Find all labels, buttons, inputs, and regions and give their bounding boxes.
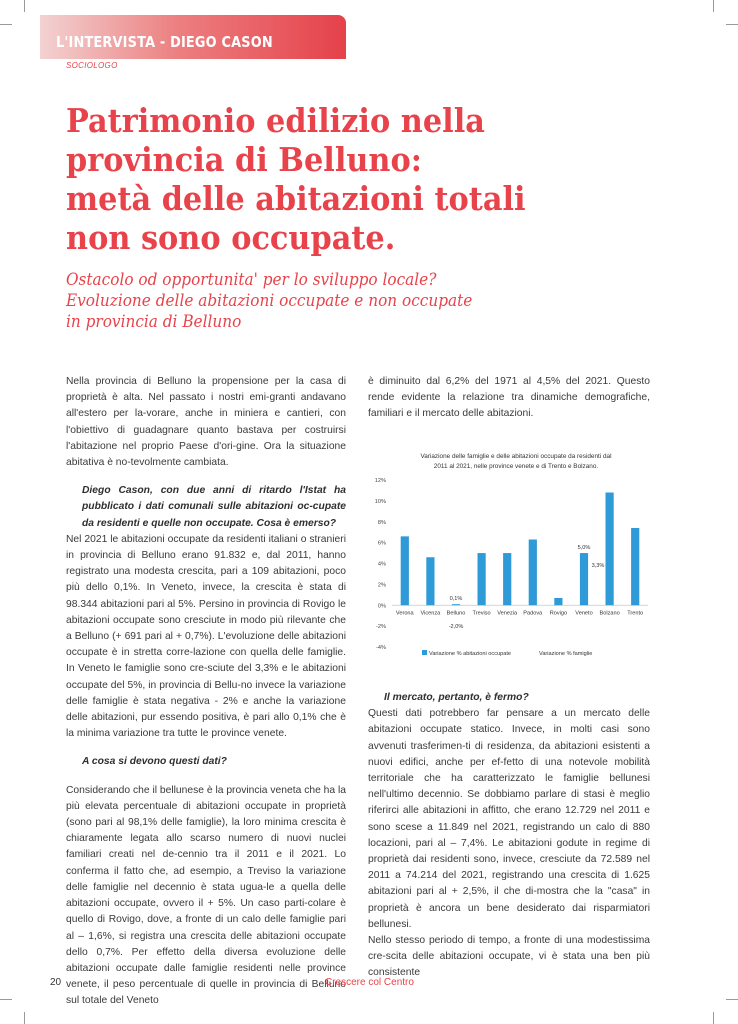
y-tick-label: 6% (377, 540, 386, 547)
interview-question: Il mercato, pertanto, è fermo? (384, 692, 529, 703)
y-tick-label: -2% (376, 624, 386, 631)
x-tick-label: Trento (627, 610, 644, 617)
bar-rovigo (554, 598, 562, 605)
y-tick-label: 2% (377, 582, 386, 589)
x-tick-label: Verona (395, 610, 414, 617)
section-subtitle: SOCIOLOGO (66, 61, 118, 70)
legend-swatch (422, 650, 427, 655)
bar-verona (401, 536, 409, 605)
y-tick-label: -4% (376, 645, 386, 651)
bar-vicenza (426, 557, 434, 605)
x-tick-label: Treviso (472, 610, 491, 617)
headline-line: Patrimonio edilizio nella (66, 101, 485, 140)
bar-bolzano (606, 493, 614, 606)
article-subheadline (66, 270, 624, 333)
y-tick-label: 12% (374, 478, 386, 484)
x-tick-label: Venezia (497, 610, 518, 617)
interview-answer: Nel 2021 le abitazioni occupate da residenti italiani o stranieri in provincia di Belluno erano 91.832 e, dal 2011, hanno registrato una modesta crescita, pari a 109 abitazioni, poco più dello 0,1%. In Veneto, invece, la crescita è stata di 98.344 abitazioni pari al 5%. Persino in provincia di Rovigo le abitazioni occupate sono cresciute in modo più rilevante che a Belluno (+ 691 pari al + 0,7%). L'evoluzione delle abitazioni occupate è in stretta corre-lazione con quella delle famiglie. In Veneto le famiglie sono cre-sciute del 3,3% e le abitazioni occupate del 5%, in provincia di Bellu-no invece la variazione delle famiglie è stata negativa - 2% e anche la variazione delle abitazioni, pur essendo positiva, è pari allo 0,1% che è la minima variazione tra tutte le province venete. (66, 533, 346, 740)
interview-answer: Nello stesso periodo di tempo, a fronte di una modestissima cre-scita delle abitazioni occupate, vi è stata una ben più consistente (368, 935, 650, 979)
bar-treviso (478, 553, 486, 605)
headline-line: non sono occupate. (66, 218, 396, 257)
publication-name: Crescere col Centro (325, 977, 414, 988)
legend-label: Variazione % famiglie (539, 651, 593, 657)
interview-question: A cosa si devono questi dati? (82, 756, 227, 768)
x-tick-label: Bolzano (599, 610, 620, 617)
legend-swatch (532, 650, 537, 655)
right-column-top (368, 374, 650, 423)
bar-veneto (580, 553, 588, 605)
headline-line: provincia di Belluno: (66, 140, 422, 179)
data-label: 0,1% (449, 596, 463, 603)
subheadline-line: in provincia di Belluno (66, 312, 242, 332)
interview-answer: Questi dati potrebbero far pensare a un mercato delle abitazioni occupate statico. Invece, in molti casi sono avvenuti trasferimen-ti di residenza, da abitazioni esistenti a nuovi edifici, anche per ef-fetto di una notevole mobilità territoriale che ha caratterizzato le famiglie bellunesi nell'ultimo decennio. Se dobbiamo parlare di stasi è meglio riferirci alle abitazioni in affitto, che erano 12.729 nel 2011 e sono scese a 11.849 nel 2021, registrando un calo di 880 locazioni, pari al – 7,4%. Le abitazioni godute in regime di proprietà dai residenti sono, invece, cresciute da 72.589 nel 2011 a 74.214 del 2021, registrando una crescita di 1.625 abitazioni pari al + 2,5%, il che di-mostra che la "casa" in proprietà è ancora un bene desiderato dai risparmiatori bellunesi. (368, 708, 650, 930)
interview-answer: Considerando che il bellunese è la provincia veneta che ha la più elevata percentuale di abitazioni occupate in proprietà (sono pari al 98,1% delle famiglie), la loro minima crescita è chiaramente legata allo scarso numero di nuovi nuclei familiari creati nel de-cennio tra il 2011 e il 2021. Lo conferma il fatto che, ad esempio, a Treviso la variazione delle famiglie nel decennio è stata ugua-le a quella delle abitazioni occupate, ovvero il + 5%. Un caso parti-colare è quello di Rovigo, dove, a fronte di un calo delle famiglie pari al – 1,6%, si registra una crescita delle abitazioni occupate dello 0,7%. Per effetto della diversa evoluzione delle abitazioni occupate dalle famiglie residenti nelle province venete, il peso percentuale di quelle in provincia di Belluno sul totale del Veneto (66, 784, 346, 1007)
crop-mark (24, 0, 25, 12)
interview-question: Diego Cason, con due anni di ritardo l'Istat ha pubblicato i dati comunali sulle abitazioni oc-cupate da residenti e quelle non occupate. Cosa è emerso? (82, 485, 346, 529)
x-tick-label: Rovigo (549, 610, 568, 617)
y-tick-label: 10% (374, 498, 386, 505)
x-tick-label: Padova (523, 610, 543, 617)
crop-mark (24, 1012, 25, 1024)
crop-mark (726, 999, 738, 1000)
legend-label: Variazione % abitazioni occupate (429, 651, 511, 657)
page-number: 20 (50, 977, 62, 988)
left-column (66, 374, 346, 1010)
bar-trento (631, 528, 639, 605)
data-label: 3,3% (591, 562, 605, 569)
bar-chart (366, 442, 656, 660)
bar-belluno (452, 604, 460, 605)
section-title: L'INTERVISTA - DIEGO CASON (56, 33, 273, 51)
crop-mark (0, 999, 12, 1000)
crop-mark (713, 0, 714, 12)
x-tick-label: Veneto (575, 610, 593, 617)
crop-mark (713, 1012, 714, 1024)
y-tick-label: 0% (377, 603, 386, 610)
subheadline-line: Evoluzione delle abitazioni occupate e non occupate (66, 291, 473, 311)
right-column-bottom (368, 690, 650, 982)
data-label: -2,0% (448, 624, 464, 631)
chart-svg (366, 442, 656, 660)
bar-padova (529, 539, 537, 605)
chart-title: 2011 al 2021, nelle province venete e di Trento e Bolzano. (433, 463, 599, 470)
article-headline (66, 101, 618, 257)
bar-venezia (503, 553, 511, 605)
y-tick-label: 8% (377, 519, 386, 526)
subheadline-line: Ostacolo od opportunita' per lo sviluppo locale? (66, 270, 437, 290)
chart-title: Variazione delle famiglie e delle abitazioni occupate da residenti dal (420, 453, 612, 460)
continued-paragraph: è diminuito dal 6,2% del 1971 al 4,5% del 2021. Questo rende evidente la relazione tra dinamiche demografiche, familiari e il mercato delle abitazioni. (368, 376, 650, 420)
y-tick-label: 4% (377, 561, 386, 568)
data-label: 5,0% (577, 545, 591, 552)
headline-line: metà delle abitazioni totali (66, 179, 526, 218)
crop-mark (0, 24, 12, 25)
crop-mark (726, 24, 738, 25)
x-tick-label: Belluno (446, 610, 466, 617)
x-tick-label: Vicenza (420, 610, 441, 617)
intro-paragraph: Nella provincia di Belluno la propensione per la casa di proprietà è alta. Nel passato i nostri emi-granti andavano all'estero per la-vorare, anche in miniera e cantieri, con l'obiettivo di guadagnare quanto bastava per costruirsi l'abitazione nel proprio Paese d'ori-gine. Ora la situazione abitativa è no-tevolmente cambiata. (66, 376, 346, 469)
